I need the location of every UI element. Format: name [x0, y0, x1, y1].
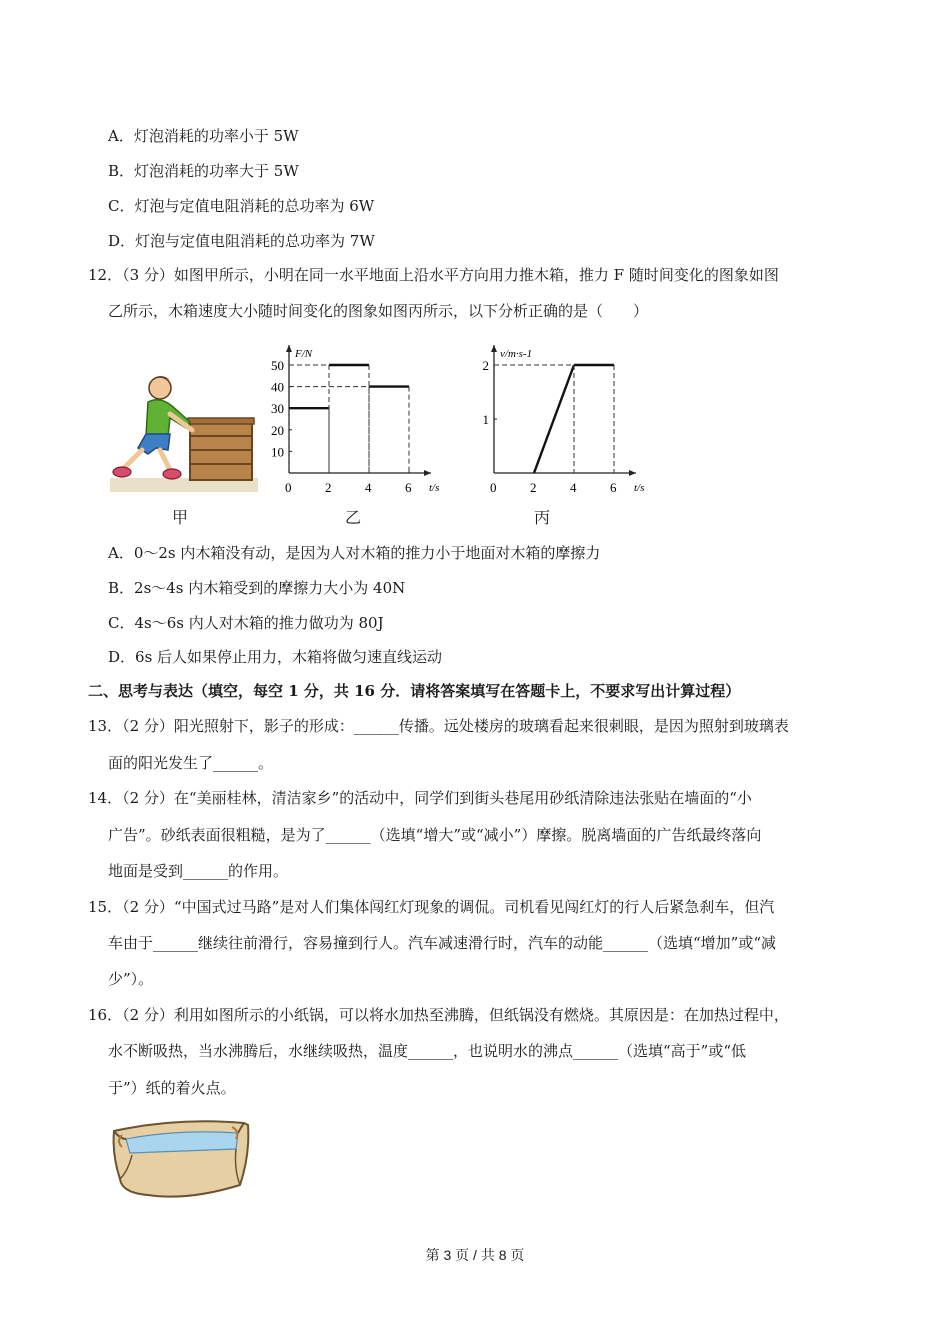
- q11-option-b: B．灯泡消耗的功率大于 5W: [108, 162, 299, 180]
- v-chart-x-tick-2: 4: [570, 480, 577, 495]
- figure-caption-yi: 乙: [345, 510, 362, 527]
- f-chart-y-label: F/N: [295, 348, 313, 360]
- f-chart-y-tick-1: 20: [271, 422, 284, 438]
- velocity-time-chart: [470, 335, 660, 500]
- section-2-heading: 二、思考与表达（填空，每空 1 分，共 16 分．请将答案填写在答题卡上，不要求写出计算过程）: [88, 682, 741, 700]
- v-chart-y-tick-0: 1: [482, 412, 489, 427]
- v-chart-x-tick-0: 0: [490, 480, 497, 495]
- q15-line-3: 少”）。: [108, 970, 154, 988]
- q13-line-1: 13．（2 分）阳光照射下，影子的形成：______传播。远处楼房的玻璃看起来很刺眼，是因为照射到玻璃表: [88, 717, 789, 735]
- figure-caption-jia: 甲: [172, 510, 189, 527]
- q14-line-1: 14．（2 分）在“美丽桂林，清洁家乡”的活动中，同学们到街头巷尾用砂纸清除违法张贴在墙面的“小: [88, 789, 752, 807]
- q14-line-2: 广告”。砂纸表面很粗糙，是为了______（选填“增大”或“减小”）摩擦。脱离墙面的广告纸最终落向: [108, 826, 762, 844]
- paper-pot-illustration: [108, 1115, 258, 1200]
- f-chart-y-tick-2: 30: [271, 401, 284, 417]
- force-time-chart: [265, 335, 455, 500]
- v-chart-x-label: t/s: [634, 482, 645, 494]
- f-chart-x-arrow: [424, 470, 431, 476]
- f-chart-x-tick-1: 2: [325, 480, 332, 495]
- v-chart-x-arrow: [629, 470, 636, 476]
- q12-stem-line-2: 乙所示，木箱速度大小随时间变化的图象如图丙所示，以下分析正确的是（ ）: [108, 302, 649, 320]
- q13-line-2: 面的阳光发生了______。: [108, 754, 274, 772]
- f-chart-x-tick-2: 4: [365, 480, 372, 495]
- v-chart-x-tick-3: 6: [610, 480, 617, 495]
- f-chart-x-tick-0: 0: [285, 480, 292, 495]
- q15-line-2: 车由于______继续往前滑行，容易撞到行人。汽车减速滑行时，汽车的动能______（选填“增加”或“减: [108, 934, 777, 952]
- v-chart-y-tick-1: 2: [482, 358, 489, 373]
- v-segment-0: [534, 365, 574, 473]
- q16-line-3: 于”）纸的着火点。: [108, 1079, 236, 1097]
- q12-stem-line-1: 12．（3 分）如图甲所示，小明在同一水平地面上沿水平方向用力推木箱，推力 F 随时间变化的图象如图: [88, 266, 779, 284]
- q12-option-b: B．2s～4s 内木箱受到的摩擦力大小为 40N: [108, 579, 406, 597]
- q11-option-d: D．灯泡与定值电阻消耗的总功率为 7W: [108, 232, 375, 250]
- q11-option-c: C．灯泡与定值电阻消耗的总功率为 6W: [108, 197, 375, 215]
- f-chart-x-label: t/s: [429, 482, 440, 494]
- f-chart-y-tick-0: 10: [271, 444, 284, 460]
- q12-option-a: A．0～2s 内木箱没有动，是因为人对木箱的推力小于地面对木箱的摩擦力: [108, 544, 601, 562]
- q16-line-2: 水不断吸热，当水沸腾后，水继续吸热，温度______，也说明水的沸点______（选填“高于”或“低: [108, 1042, 747, 1060]
- q11-option-a: A．灯泡消耗的功率小于 5W: [108, 127, 299, 145]
- v-chart-x-tick-1: 2: [530, 480, 537, 495]
- f-chart-y-tick-4: 50: [271, 358, 284, 373]
- f-chart-y-tick-3: 40: [271, 379, 284, 395]
- figure-caption-bing: 丙: [534, 510, 551, 527]
- q16-line-1: 16．（2 分）利用如图所示的小纸锅，可以将水加热至沸腾，但纸锅没有燃烧。其原因是：在加热过程中，: [88, 1006, 789, 1024]
- v-chart-y-label: v/m·s-1: [500, 348, 533, 360]
- q15-line-1: 15．（2 分）“中国式过马路”是对人们集体闯红灯现象的调侃。司机看见闯红灯的行人后紧急刹车，但汽: [88, 898, 775, 916]
- f-chart-y-arrow: [286, 345, 292, 352]
- boy-pushing-box-illustration: [110, 370, 260, 495]
- f-chart-x-tick-3: 6: [405, 480, 412, 495]
- v-chart-y-arrow: [491, 345, 497, 352]
- q12-option-c: C．4s～6s 内人对木箱的推力做功为 80J: [108, 614, 384, 632]
- page-footer: 第 3 页 / 共 8 页: [425, 1247, 525, 1263]
- q12-option-d: D．6s 后人如果停止用力，木箱将做匀速直线运动: [108, 648, 443, 666]
- q14-line-3: 地面是受到______的作用。: [108, 862, 289, 880]
